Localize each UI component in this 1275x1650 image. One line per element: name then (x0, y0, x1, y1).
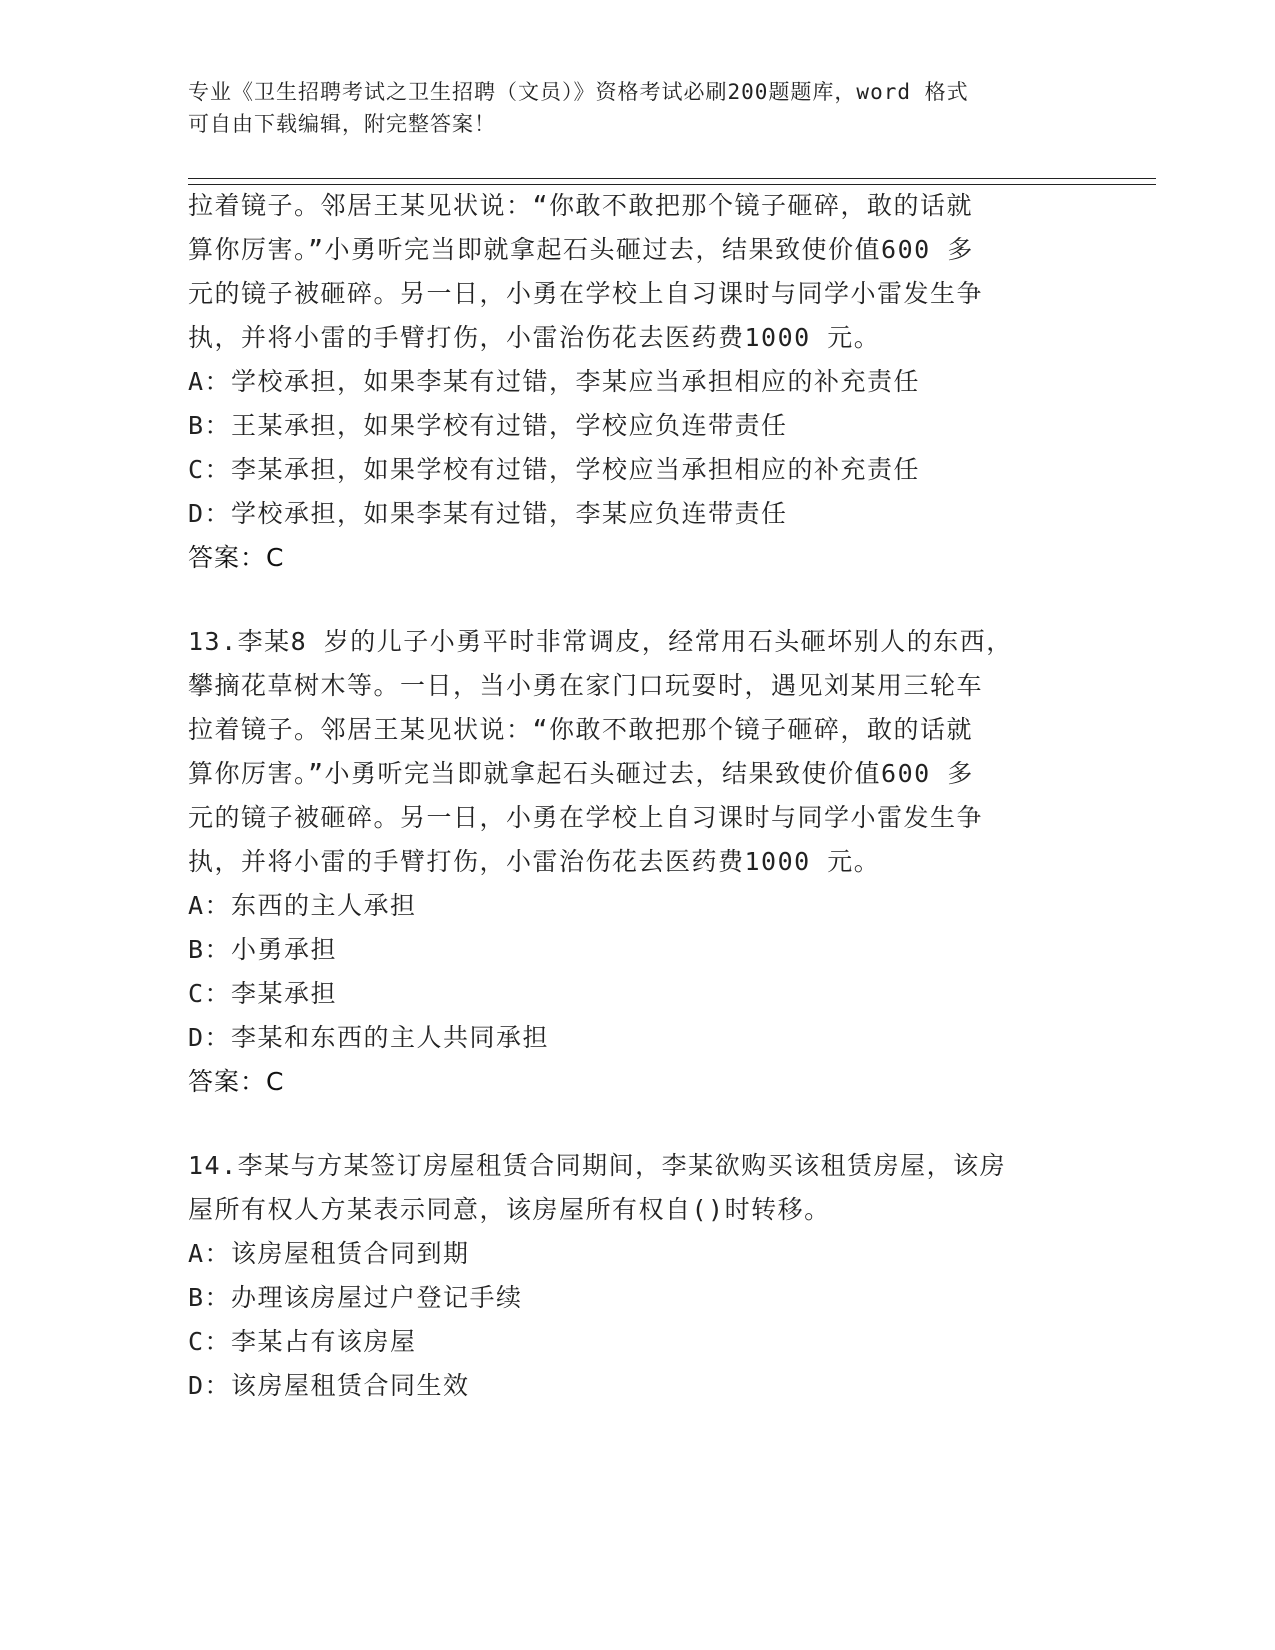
q12-option-b: B：王某承担，如果学校有过错，学校应负连带责任 (188, 411, 788, 440)
q13-option-a: A：东西的主人承担 (188, 891, 417, 920)
q14-stem-line: 屋所有权人方某表示同意，该房屋所有权自()时转移。 (188, 1195, 831, 1224)
q13-stem-line: 执，并将小雷的手臂打伤，小雷治伤花去医药费1000 元。 (188, 847, 881, 876)
q13-stem-line: 攀摘花草树木等。一日，当小勇在家门口玩耍时，遇见刘某用三轮车 (188, 671, 984, 700)
q12-option-d: D：学校承担，如果李某有过错，李某应负连带责任 (188, 499, 788, 528)
q13-stem-line: 元的镜子被砸碎。另一日，小勇在学校上自习课时与同学小雷发生争 (188, 803, 984, 832)
q12-option-c: C：李某承担，如果学校有过错，学校应当承担相应的补充责任 (188, 455, 921, 484)
q12-stem-line: 算你厉害。”小勇听完当即就拿起石头砸过去，结果致使价值600 多 (188, 235, 974, 264)
q12-stem-line: 元的镜子被砸碎。另一日，小勇在学校上自习课时与同学小雷发生争 (188, 279, 984, 308)
q12-answer: 答案：C (188, 543, 285, 572)
header-title-line-2: 可自由下载编辑，附完整答案！ (188, 112, 496, 136)
q14-option-c: C：李某占有该房屋 (188, 1327, 417, 1356)
q14-option-a: A：该房屋租赁合同到期 (188, 1239, 470, 1268)
q12-stem-line: 拉着镜子。邻居王某见状说：“你敢不敢把那个镜子砸碎，敢的话就 (188, 191, 974, 220)
page-header (188, 76, 1068, 140)
q12-stem-line: 执，并将小雷的手臂打伤，小雷治伤花去医药费1000 元。 (188, 323, 881, 352)
q13-option-b: B：小勇承担 (188, 935, 338, 964)
q14-option-b: B：办理该房屋过户登记手续 (188, 1283, 523, 1312)
q14-option-d: D：该房屋租赁合同生效 (188, 1371, 470, 1400)
q13-answer: 答案：C (188, 1067, 285, 1096)
q13-option-c: C：李某承担 (188, 979, 338, 1008)
q13-stem-line: 算你厉害。”小勇听完当即就拿起石头砸过去，结果致使价值600 多 (188, 759, 974, 788)
header-title-line-1: 专业《卫生招聘考试之卫生招聘（文员）》资格考试必刷200题题库，word 格式 (188, 80, 969, 104)
header-divider (188, 178, 1156, 185)
q12-option-a: A：学校承担，如果李某有过错，李某应当承担相应的补充责任 (188, 367, 921, 396)
q14-stem-line: 14.李某与方某签订房屋租赁合同期间，李某欲购买该租赁房屋，该房 (188, 1151, 1007, 1180)
q13-stem-line: 拉着镜子。邻居王某见状说：“你敢不敢把那个镜子砸碎，敢的话就 (188, 715, 974, 744)
q13-option-d: D：李某和东西的主人共同承担 (188, 1023, 550, 1052)
q13-stem-line: 13.李某8 岁的儿子小勇平时非常调皮，经常用石头砸坏别人的东西， (188, 627, 1013, 656)
